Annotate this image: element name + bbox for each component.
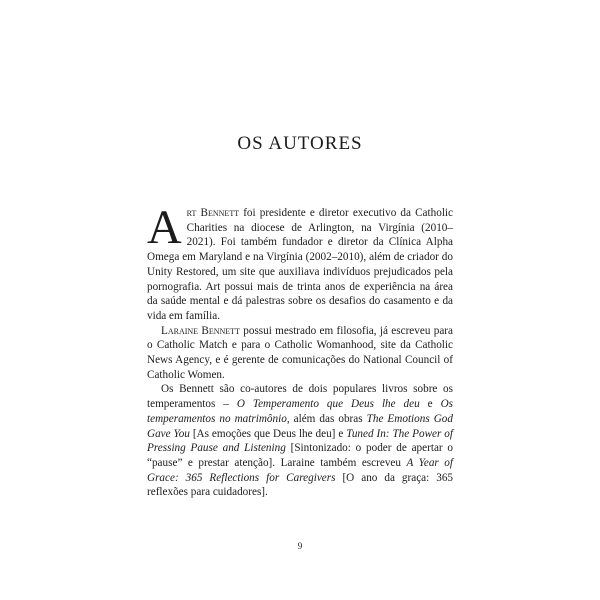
paragraph-text: foi presidente e diretor executivo da Catholic Charities na diocese de Arlington, na Virgínia (2010–2021). Foi também fundador e diretor da Clínica Alpha Omega em Maryland e na Virgínia (2002–2010), além de criador do Unity Restored, um site que auxiliava indivíduos prejudicados pela pornografia. Art possui mais de trinta anos de experiência na área da saúde mental e dá palestras sobre os desafios do casamento e da vida em família. <box>147 207 453 322</box>
author-name-art: rt Bennett <box>186 207 240 219</box>
page-number: 9 <box>297 541 303 551</box>
book-title: Os temperamentos no matrimônio <box>147 398 454 425</box>
text-run: [As emoções que Deus lhe deu] e <box>189 427 347 440</box>
text-run: Os Bennett são co-autores de dois populares livros sobre os temperamentos – <box>147 383 453 411</box>
book-title: O Temperamento que Deus lhe deu <box>236 398 420 411</box>
text-run: , além das obras <box>286 412 367 425</box>
drop-cap: A <box>147 201 182 254</box>
book-title: The Emotions God Gave You <box>147 412 453 440</box>
paragraph-laraine-bennett <box>147 324 453 383</box>
author-name-laraine: Laraine Bennett <box>161 324 240 337</box>
text-run: e <box>419 398 441 411</box>
authors-bio <box>147 201 454 500</box>
book-title: Tuned In: The Power of Pressing Pause and Listening <box>147 427 453 455</box>
page-title: OS AUTORES <box>237 133 363 154</box>
text-run: [O ano da graça: 365 reflexões para cuidadores]. <box>147 471 454 499</box>
paragraph-books <box>147 382 453 500</box>
text-run: [Sintonizado: o poder de apertar o “pause” e prestar atenção]. Laraine também escreveu <box>147 442 453 469</box>
paragraph-text: possui mestrado em filosofia, já escreveu para o Catholic Match e para o Catholic Womanhood, site da Catholic News Agency, e é gerente de comunicações do National Council of Catholic Women. <box>147 324 453 381</box>
paragraph-art-bennett <box>147 201 453 324</box>
book-title: A Year of Grace: 365 Reflections for Caregivers <box>147 456 453 484</box>
